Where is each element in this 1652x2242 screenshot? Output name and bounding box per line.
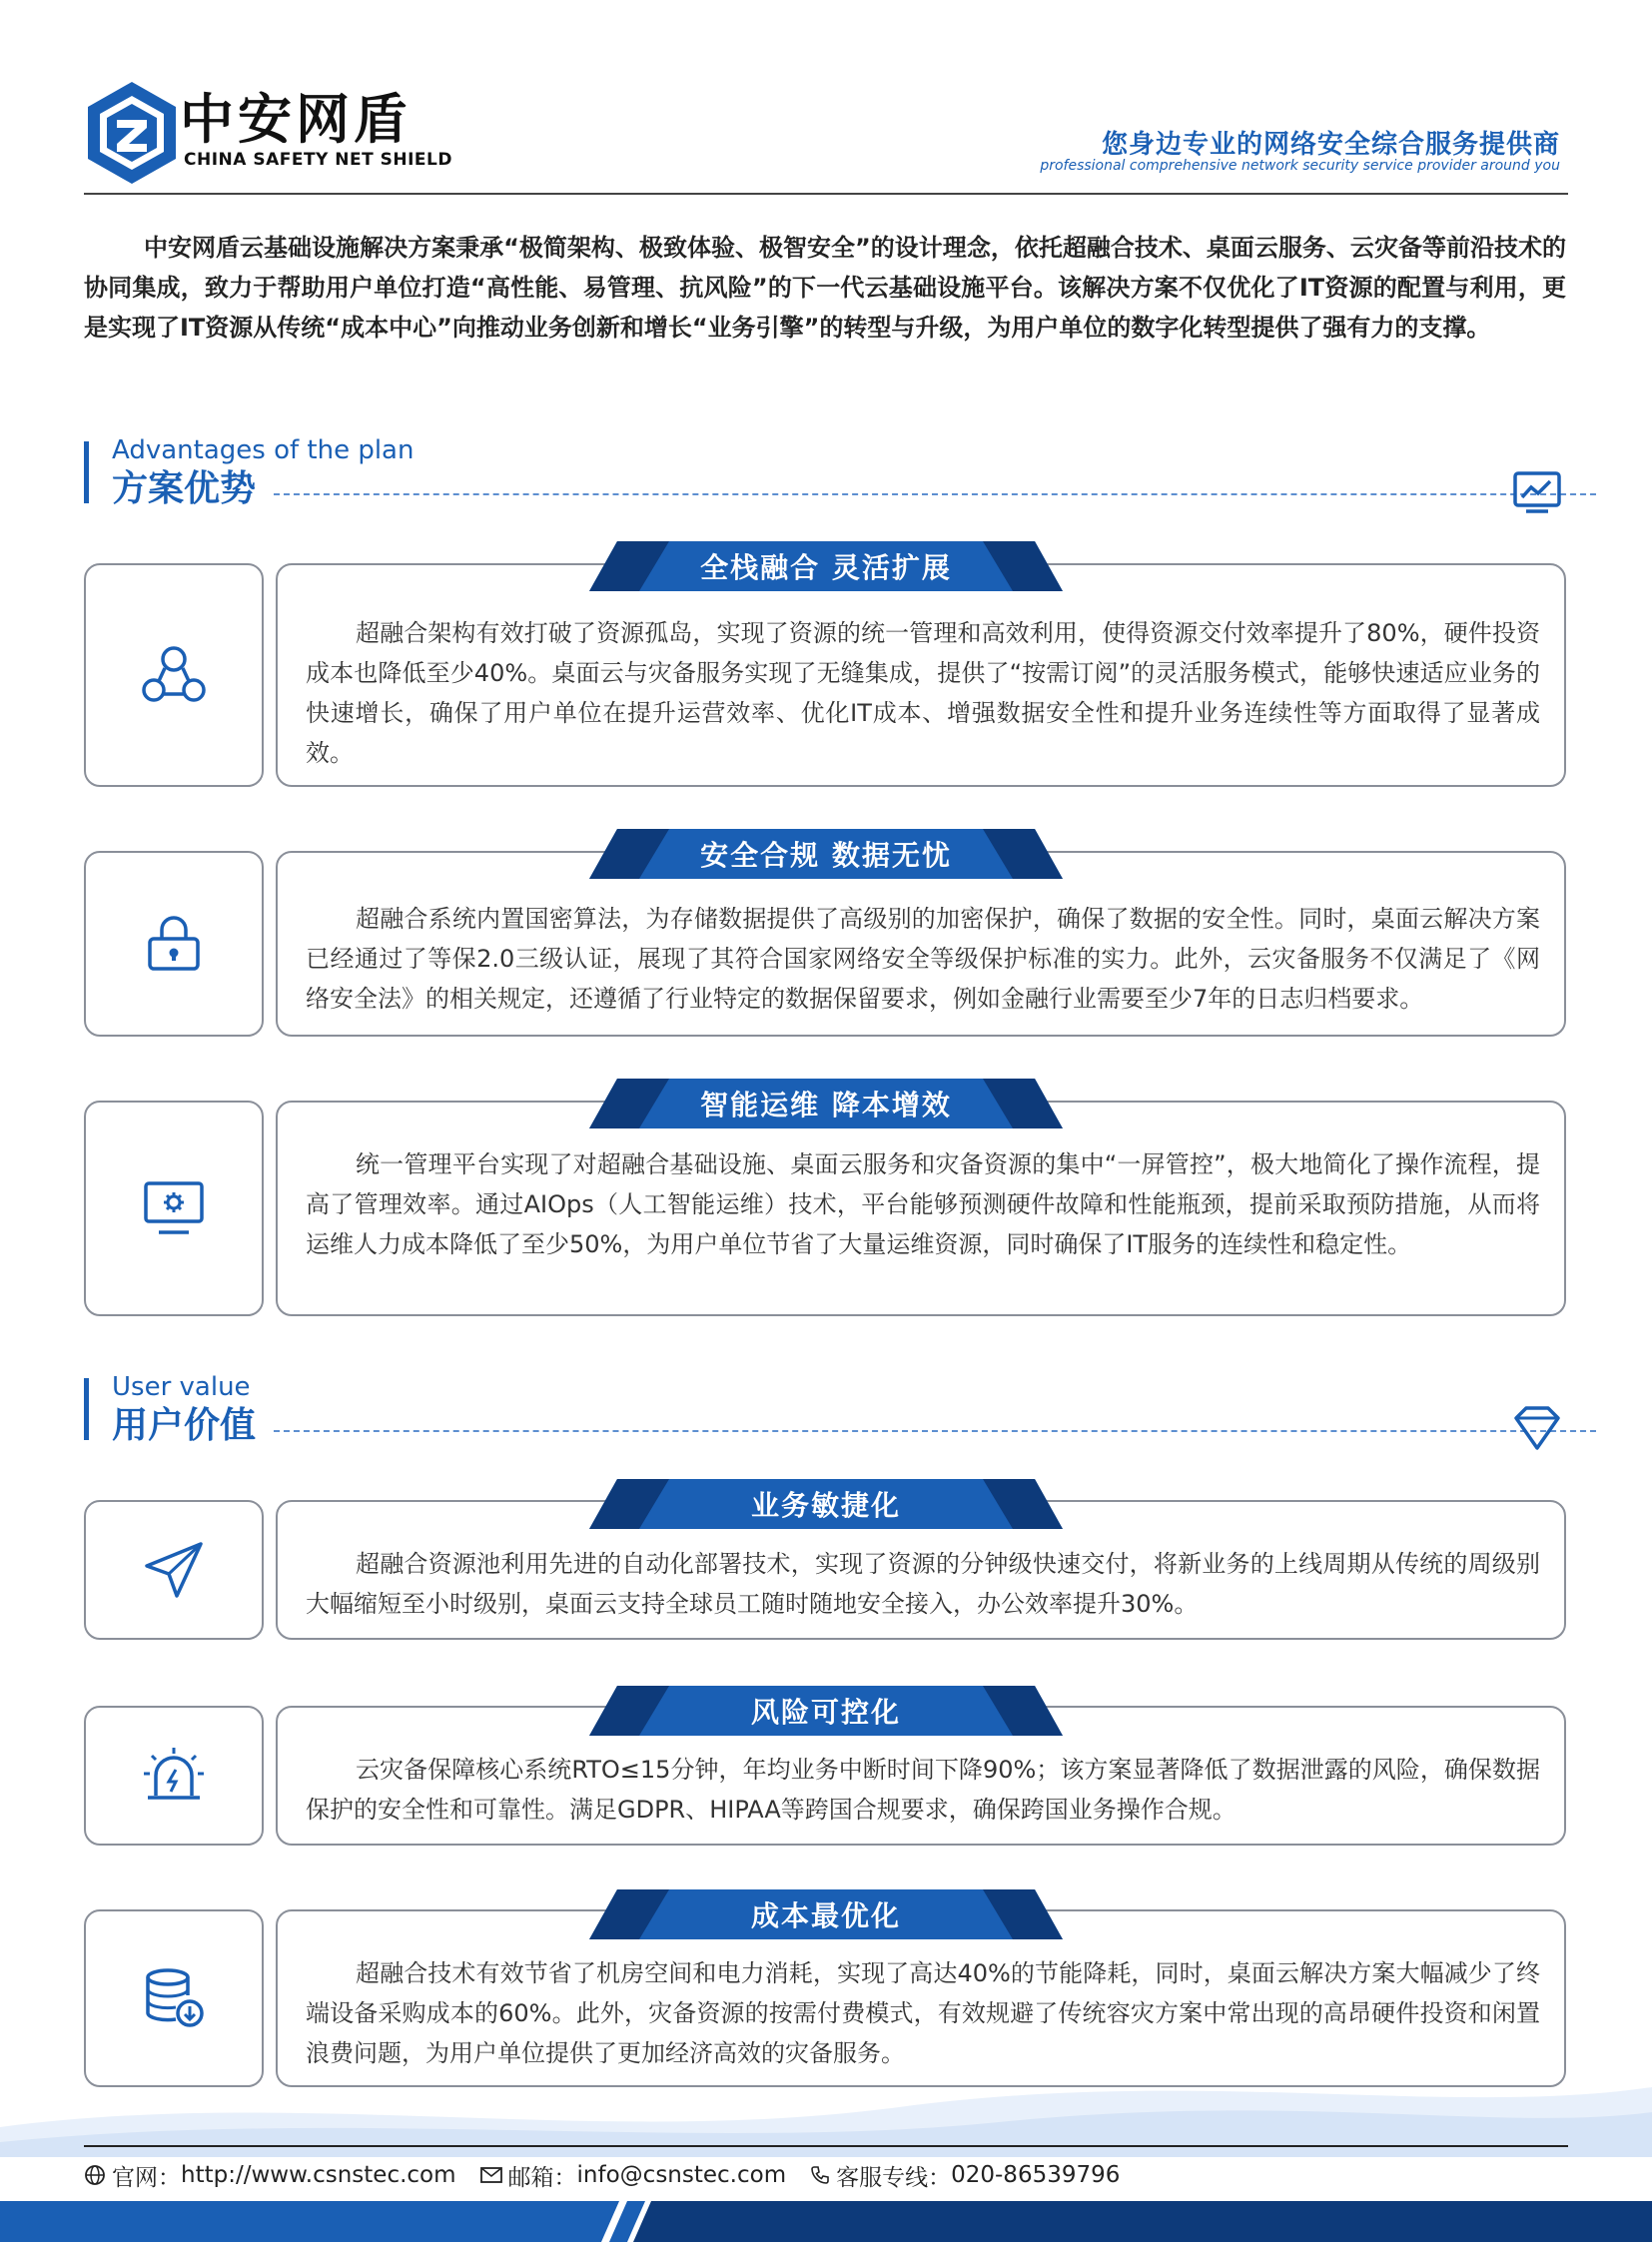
footer-phone	[810, 2159, 1120, 2192]
card-title-banner	[589, 1889, 1063, 1939]
section-title-en: Advantages of the plan	[112, 435, 414, 465]
section-user-value-header	[84, 1372, 1568, 1444]
footer-divider	[84, 2145, 1568, 2147]
card-description: 统一管理平台实现了对超融合基础设施、桌面云服务和灾备资源的集中“一屏管控”，极大地简化了操作流程，提高了管理效率。通过AIOps（人工智能运维）技术，平台能够预测硬件故障和性能瓶颈，提前采取预防措施，从而将运维人力成本降低了至少50%，为用户单位节省了大量运维资源，同时确保了IT服务的连续性和稳定性。	[306, 1150, 1540, 1258]
page-header	[84, 80, 1568, 192]
footer-email	[480, 2159, 787, 2192]
card-description: 超融合技术有效节省了机房空间和电力消耗，实现了高达40%的节能降耗，同时，桌面云解决方案大幅减少了终端设备采购成本的60%。此外，灾备资源的按需付费模式，有效规避了传统容灾方案中常出现的高昂硬件投资和闲置浪费问题，为用户单位提供了更加经济高效的灾备服务。	[306, 1959, 1540, 2067]
footer-contact	[84, 2155, 1144, 2195]
card-description: 超融合架构有效打破了资源孤岛，实现了资源的统一管理和高效利用，使得资源交付效率提升了80%，硬件投资成本也降低至少40%。桌面云与灾备服务实现了无缝集成，提供了“按需订阅”的灵活服务模式，能够快速适应业务的快速增长，确保了用户单位在提升运营效率、优化IT成本、增强数据安全性和提升业务连续性等方面取得了显著成效。	[306, 619, 1540, 767]
card-title-banner	[589, 541, 1063, 591]
email-label: 邮箱：	[507, 2164, 577, 2191]
card-title-banner	[589, 1686, 1063, 1736]
section-dashed-line	[274, 1430, 1596, 1432]
card-text-box	[276, 1101, 1566, 1316]
logo-icon	[84, 80, 180, 186]
brand-name-en: CHINA SAFETY NET SHIELD	[184, 150, 452, 170]
section-accent-bar	[84, 441, 89, 503]
card-title: 业务敏捷化	[750, 1489, 901, 1522]
alarm-light-icon	[142, 1746, 206, 1806]
database-download-icon	[142, 1967, 206, 2029]
intro-paragraph: 中安网盾云基础设施解决方案秉承“极简架构、极致体验、极智安全”的设计理念，依托超融合技术、桌面云服务、云灾备等前沿技术的协同集成，致力于帮助用户单位打造“高性能、易管理、抗风险”的下一代云基础设施平台。该解决方案不仅优化了IT资源的配置与利用，更是实现了IT资源从传统“成本中心”向推动业务创新和增长“业务引擎”的转型与升级，为用户单位的数字化转型提供了强有力的支撑。	[84, 234, 1566, 342]
card-title: 成本最优化	[750, 1899, 901, 1932]
card-description: 超融合资源池利用先进的自动化部署技术，实现了资源的分钟级快速交付，将新业务的上线周期从传统的周级别大幅缩短至小时级别，桌面云支持全球员工随时随地安全接入，办公效率提升30%。	[306, 1550, 1540, 1618]
section-advantages-header	[84, 435, 1568, 507]
website-link[interactable]: http://www.csnstec.com	[181, 2162, 456, 2188]
email-link[interactable]: info@csnstec.com	[576, 2162, 787, 2188]
card-icon-box	[84, 1500, 264, 1640]
section-dashed-line	[274, 493, 1596, 495]
card-title: 安全合规 数据无忧	[700, 839, 952, 872]
card-title-banner	[589, 829, 1063, 879]
globe-icon	[84, 2164, 106, 2186]
phone-number[interactable]: 020-86539796	[951, 2162, 1121, 2188]
diamond-icon	[1512, 1404, 1562, 1454]
card-icon-box	[84, 851, 264, 1037]
card-title: 全栈融合 灵活扩展	[700, 551, 952, 584]
chart-monitor-icon	[1512, 467, 1562, 517]
card-text-box	[276, 563, 1566, 787]
footer-color-band	[0, 2201, 1652, 2242]
footer-website	[84, 2159, 456, 2192]
brand-name-cn: 中安网盾	[180, 88, 412, 151]
nodes-icon	[141, 644, 207, 706]
tagline-en: professional comprehensive network security service provider around you	[1040, 158, 1560, 174]
card-icon-box	[84, 1706, 264, 1846]
website-label: 官网：	[112, 2164, 181, 2191]
card-title-banner	[589, 1479, 1063, 1529]
card-description: 云灾备保障核心系统RTO≤15分钟，年均业务中断时间下降90%；该方案显著降低了数据泄露的风险，确保数据保护的安全性和可靠性。满足GDPR、HIPAA等跨国合规要求，确保跨国业务操作合规。	[306, 1756, 1540, 1824]
card-description: 超融合系统内置国密算法，为存储数据提供了高级别的加密保护，确保了数据的安全性。同时，桌面云解决方案已经通过了等保2.0三级认证，展现了其符合国家网络安全等级保护标准的实力。此外，云灾备服务不仅满足了《网络安全法》的相关规定，还遵循了行业特定的数据保留要求，例如金融行业需要至少7年的日志归档要求。	[306, 905, 1540, 1013]
lock-icon	[145, 915, 203, 973]
card-title-banner	[589, 1079, 1063, 1128]
card-icon-box	[84, 563, 264, 787]
section-title-cn: 方案优势	[112, 468, 257, 509]
section-title-cn: 用户价值	[112, 1405, 257, 1446]
paper-plane-icon	[143, 1540, 205, 1600]
section-accent-bar	[84, 1378, 89, 1440]
header-divider	[84, 193, 1568, 195]
phone-label: 客服专线：	[836, 2164, 952, 2191]
phone-icon	[810, 2165, 830, 2185]
tagline-cn: 您身边专业的网络安全综合服务提供商	[1101, 130, 1560, 160]
monitor-gear-icon	[143, 1180, 205, 1236]
section-title-en: User value	[112, 1372, 251, 1402]
card-icon-box	[84, 1101, 264, 1316]
footer-wave-decoration	[0, 2047, 1652, 2157]
card-title: 智能运维 降本增效	[700, 1089, 952, 1121]
card-title: 风险可控化	[750, 1696, 901, 1729]
mail-icon	[480, 2166, 502, 2184]
